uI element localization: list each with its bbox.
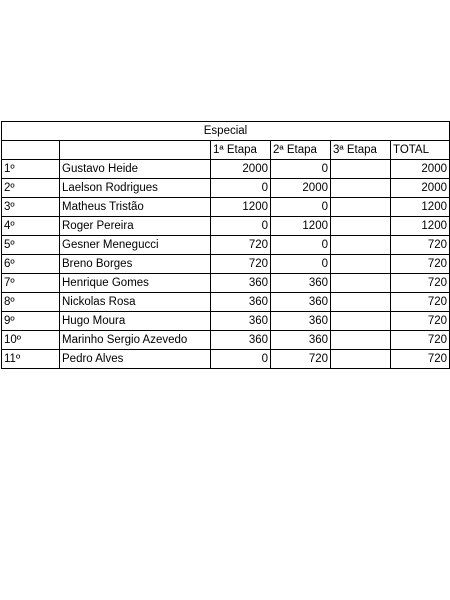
name-cell: Matheus Tristão [60, 198, 211, 217]
name-cell: Breno Borges [60, 255, 211, 274]
stage-2-cell: 360 [271, 312, 331, 331]
stage-2-cell: 360 [271, 274, 331, 293]
total-cell: 720 [391, 312, 450, 331]
stage-3-cell [331, 217, 391, 236]
position-cell: 1º [2, 160, 60, 179]
stage-1-cell: 360 [211, 274, 271, 293]
position-cell: 6º [2, 255, 60, 274]
position-cell: 5º [2, 236, 60, 255]
table-title: Especial [2, 122, 450, 141]
table-row [2, 293, 450, 312]
stage-2-cell: 360 [271, 293, 331, 312]
stage-1-cell: 360 [211, 312, 271, 331]
header-row [2, 141, 450, 160]
table-row [2, 312, 450, 331]
position-cell: 8º [2, 293, 60, 312]
table-row [2, 255, 450, 274]
total-cell: 2000 [391, 179, 450, 198]
name-cell: Gesner Menegucci [60, 236, 211, 255]
ranking-table [1, 121, 450, 369]
stage-1-cell: 360 [211, 293, 271, 312]
table-row [2, 179, 450, 198]
name-cell: Nickolas Rosa [60, 293, 211, 312]
stage-2-cell: 0 [271, 236, 331, 255]
name-cell: Roger Pereira [60, 217, 211, 236]
header-stage-1: 1ª Etapa [211, 141, 271, 160]
stage-3-cell [331, 255, 391, 274]
position-cell: 2º [2, 179, 60, 198]
total-cell: 1200 [391, 217, 450, 236]
total-cell: 720 [391, 255, 450, 274]
stage-1-cell: 720 [211, 255, 271, 274]
stage-3-cell [331, 350, 391, 369]
total-cell: 720 [391, 236, 450, 255]
name-cell: Laelson Rodrigues [60, 179, 211, 198]
header-stage-3: 3ª Etapa [331, 141, 391, 160]
stage-2-cell: 0 [271, 198, 331, 217]
table-row [2, 236, 450, 255]
total-cell: 2000 [391, 160, 450, 179]
total-cell: 720 [391, 331, 450, 350]
total-cell: 1200 [391, 198, 450, 217]
stage-2-cell: 1200 [271, 217, 331, 236]
name-cell: Pedro Alves [60, 350, 211, 369]
stage-2-cell: 720 [271, 350, 331, 369]
position-cell: 4º [2, 217, 60, 236]
header-empty-position [2, 141, 60, 160]
stage-3-cell [331, 160, 391, 179]
stage-2-cell: 2000 [271, 179, 331, 198]
total-cell: 720 [391, 274, 450, 293]
header-total: TOTAL [391, 141, 450, 160]
name-cell: Gustavo Heide [60, 160, 211, 179]
stage-1-cell: 1200 [211, 198, 271, 217]
stage-1-cell: 0 [211, 350, 271, 369]
stage-1-cell: 0 [211, 217, 271, 236]
stage-3-cell [331, 293, 391, 312]
name-cell: Henrique Gomes [60, 274, 211, 293]
stage-2-cell: 0 [271, 160, 331, 179]
position-cell: 9º [2, 312, 60, 331]
total-cell: 720 [391, 350, 450, 369]
stage-3-cell [331, 179, 391, 198]
stage-1-cell: 360 [211, 331, 271, 350]
stage-3-cell [331, 312, 391, 331]
table-row [2, 217, 450, 236]
stage-3-cell [331, 274, 391, 293]
table-row [2, 350, 450, 369]
name-cell: Hugo Moura [60, 312, 211, 331]
position-cell: 10º [2, 331, 60, 350]
stage-3-cell [331, 331, 391, 350]
stage-1-cell: 720 [211, 236, 271, 255]
header-stage-2: 2ª Etapa [271, 141, 331, 160]
stage-3-cell [331, 236, 391, 255]
stage-2-cell: 360 [271, 331, 331, 350]
stage-3-cell [331, 198, 391, 217]
position-cell: 3º [2, 198, 60, 217]
position-cell: 11º [2, 350, 60, 369]
table-row [2, 331, 450, 350]
stage-1-cell: 0 [211, 179, 271, 198]
name-cell: Marinho Sergio Azevedo [60, 331, 211, 350]
stage-2-cell: 0 [271, 255, 331, 274]
position-cell: 7º [2, 274, 60, 293]
table-row [2, 160, 450, 179]
stage-1-cell: 2000 [211, 160, 271, 179]
table-row [2, 198, 450, 217]
title-row [2, 122, 450, 141]
table-row [2, 274, 450, 293]
header-empty-name [60, 141, 211, 160]
total-cell: 720 [391, 293, 450, 312]
